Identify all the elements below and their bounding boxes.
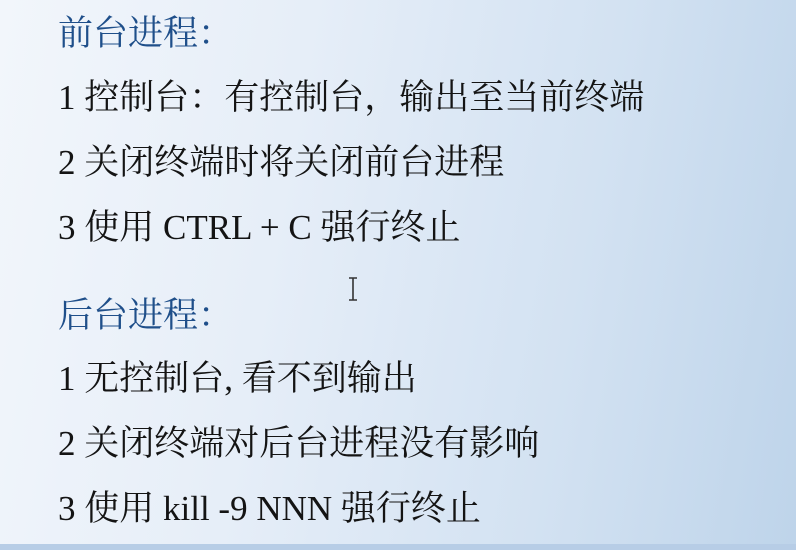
foreground-item-3: 3 使用 CTRL + C 强行终止 xyxy=(58,208,461,247)
background-item-1: 1 无控制台, 看不到输出 xyxy=(58,359,417,398)
slide-bottom-border xyxy=(0,544,796,550)
text-cursor-icon xyxy=(347,277,359,301)
background-heading: 后台进程： xyxy=(58,296,234,335)
background-item-2: 2 关闭终端对后台进程没有影响 xyxy=(58,424,540,463)
foreground-item-2: 2 关闭终端时将关闭前台进程 xyxy=(58,143,505,182)
background-item-3: 3 使用 kill -9 NNN 强行终止 xyxy=(58,489,481,528)
foreground-heading: 前台进程： xyxy=(58,14,234,53)
foreground-item-1: 1 控制台：有控制台，输出至当前终端 xyxy=(58,78,645,117)
